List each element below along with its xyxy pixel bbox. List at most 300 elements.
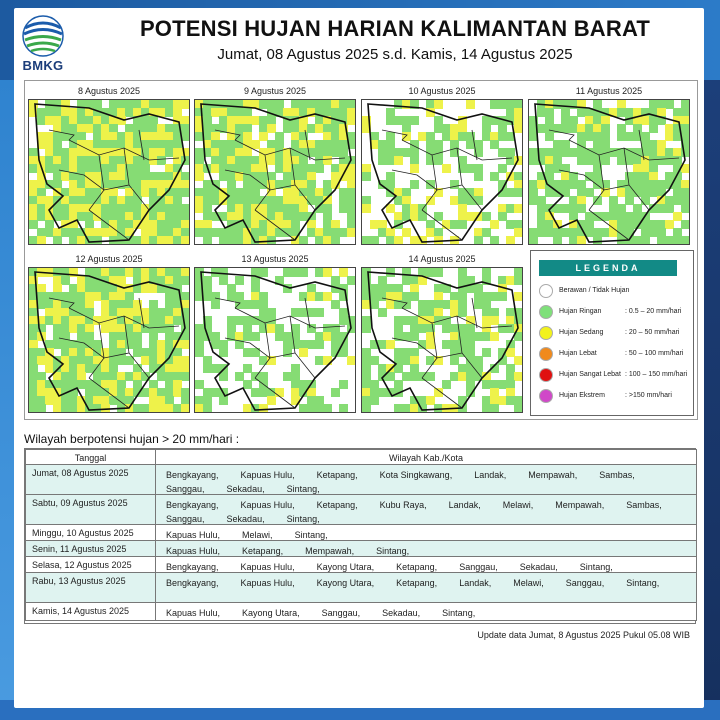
rain-cell xyxy=(157,348,166,357)
rain-cell xyxy=(307,308,316,317)
rain-cell xyxy=(109,188,118,197)
rain-cell xyxy=(386,228,395,237)
table-row xyxy=(25,541,697,557)
rain-cell xyxy=(195,228,204,237)
rain-cell xyxy=(235,148,244,157)
rain-cell xyxy=(474,300,483,309)
rain-cell xyxy=(315,356,324,365)
rain-cell xyxy=(498,276,507,285)
rain-cell xyxy=(315,116,324,125)
rain-cell xyxy=(498,380,507,389)
rain-cell xyxy=(109,388,118,397)
update-note: Update data Jumat, 8 Agustus 2025 Pukul 05.08 WIB xyxy=(477,630,690,640)
rain-cell xyxy=(165,132,174,141)
rain-cell xyxy=(133,332,142,341)
rain-cell xyxy=(641,236,650,244)
rain-cell xyxy=(402,188,411,197)
rain-cell xyxy=(195,332,204,341)
rain-cell xyxy=(133,164,142,173)
rain-cell xyxy=(141,164,150,173)
rain-cell xyxy=(165,148,174,157)
rain-cell xyxy=(569,180,578,189)
rain-cell xyxy=(243,164,252,173)
rain-cell xyxy=(85,324,94,333)
rain-cell xyxy=(323,108,332,117)
rain-cell xyxy=(235,276,244,285)
rain-cell xyxy=(149,324,158,333)
rain-cell xyxy=(323,140,332,149)
map-graphic xyxy=(362,100,522,244)
table-row xyxy=(25,465,697,495)
rain-cell xyxy=(69,228,78,237)
rain-cell xyxy=(386,108,395,117)
rain-cell xyxy=(45,148,54,157)
rain-cell xyxy=(601,132,610,141)
rain-cell xyxy=(85,212,94,221)
rain-cell xyxy=(203,188,212,197)
rain-cell xyxy=(514,292,522,301)
rain-cell xyxy=(157,108,166,117)
rain-cell xyxy=(77,356,86,365)
rain-cell xyxy=(673,236,682,244)
rain-cell xyxy=(149,220,158,229)
rain-cell xyxy=(474,284,483,293)
region-name: Sintang, xyxy=(376,546,410,556)
rain-cell xyxy=(109,316,118,325)
rain-cell xyxy=(133,268,142,277)
rain-cell xyxy=(681,204,689,213)
logo-text: BMKG xyxy=(22,58,64,73)
rain-cell xyxy=(181,268,189,277)
rain-cell xyxy=(641,228,650,237)
rain-cell xyxy=(61,116,70,125)
rain-cell xyxy=(362,364,371,373)
rain-cell xyxy=(307,292,316,301)
rain-cell xyxy=(69,396,78,405)
row-date: Minggu, 10 Agustus 2025 xyxy=(26,525,156,540)
rain-cell xyxy=(141,124,150,133)
rain-cell xyxy=(490,220,499,229)
rain-cell xyxy=(181,172,189,181)
rain-cell xyxy=(165,124,174,133)
rain-cell xyxy=(681,124,689,133)
rain-cell xyxy=(545,164,554,173)
rain-cell xyxy=(299,340,308,349)
rain-cell xyxy=(649,188,658,197)
rain-cell xyxy=(141,140,150,149)
rain-cell xyxy=(490,292,499,301)
rain-cell xyxy=(458,212,467,221)
rain-cell xyxy=(458,196,467,205)
rain-cell xyxy=(93,396,102,405)
rain-cell xyxy=(45,132,54,141)
region-name: Sekadau, xyxy=(226,484,265,494)
rain-cell xyxy=(133,180,142,189)
rain-cell xyxy=(77,132,86,141)
row-date: Rabu, 13 Agustus 2025 xyxy=(26,573,156,602)
rain-cell xyxy=(291,172,300,181)
rain-cell xyxy=(506,364,515,373)
rain-cell xyxy=(490,172,499,181)
rain-cell xyxy=(195,164,204,173)
rain-cell xyxy=(211,124,220,133)
rain-cell xyxy=(61,316,70,325)
rain-cell xyxy=(410,180,419,189)
map-panel-6 xyxy=(194,254,356,414)
rain-cell xyxy=(173,388,182,397)
rain-cell xyxy=(109,380,118,389)
rain-cell xyxy=(61,404,70,412)
rain-cell xyxy=(537,108,546,117)
rain-cell xyxy=(53,116,62,125)
rain-cell xyxy=(370,300,379,309)
map-panel-4 xyxy=(528,86,690,246)
rain-cell xyxy=(673,148,682,157)
rain-cell xyxy=(466,340,475,349)
rain-cell xyxy=(109,332,118,341)
rain-cell xyxy=(61,308,70,317)
rain-cell xyxy=(165,172,174,181)
rain-cell xyxy=(514,100,522,109)
rain-cell xyxy=(641,132,650,141)
rain-cell xyxy=(53,276,62,285)
rain-cell xyxy=(117,308,126,317)
rain-cell xyxy=(474,228,483,237)
rainfall-map xyxy=(28,267,190,413)
rainfall-map xyxy=(361,99,523,245)
rain-cell xyxy=(442,380,451,389)
rain-cell xyxy=(93,292,102,301)
rain-cell xyxy=(561,100,570,109)
rain-cell xyxy=(418,300,427,309)
rain-cell xyxy=(450,220,459,229)
rain-cell xyxy=(681,108,689,117)
rain-cell xyxy=(109,308,118,317)
rain-cell xyxy=(617,108,626,117)
rain-cell xyxy=(85,188,94,197)
rain-cell xyxy=(133,124,142,133)
rain-cell xyxy=(506,188,515,197)
rain-cell xyxy=(77,148,86,157)
rain-cell xyxy=(173,148,182,157)
row-date: Kamis, 14 Agustus 2025 xyxy=(26,603,156,620)
rain-cell xyxy=(418,316,427,325)
map-graphic xyxy=(195,100,355,244)
rain-cell xyxy=(434,292,443,301)
rain-cell xyxy=(267,156,276,165)
rain-cell xyxy=(149,156,158,165)
rain-cell xyxy=(394,348,403,357)
row-regions xyxy=(156,465,696,494)
rain-cell xyxy=(514,356,522,365)
rain-cell xyxy=(149,316,158,325)
rain-cell xyxy=(157,228,166,237)
rain-cell xyxy=(291,380,300,389)
map-panel-5 xyxy=(28,254,190,414)
rain-cell xyxy=(195,204,204,213)
rain-cell xyxy=(315,404,324,412)
rain-cell xyxy=(283,348,292,357)
map-date-label: 14 Agustus 2025 xyxy=(408,254,476,264)
rain-cell xyxy=(394,324,403,333)
region-name: Sanggau, xyxy=(321,608,361,618)
rain-cell xyxy=(157,220,166,229)
rain-cell xyxy=(157,388,166,397)
rain-cell xyxy=(466,324,475,333)
rain-cell xyxy=(617,220,626,229)
rain-cell xyxy=(219,236,228,244)
rain-cell xyxy=(195,340,204,349)
rain-cell xyxy=(362,380,371,389)
rain-cell xyxy=(434,404,443,412)
rain-cell xyxy=(378,276,387,285)
rain-cell xyxy=(514,116,522,125)
rain-cell xyxy=(243,204,252,213)
rain-cell xyxy=(203,404,212,412)
rain-cell xyxy=(275,132,284,141)
rain-cell xyxy=(402,372,411,381)
rain-cell xyxy=(362,276,371,285)
rain-cell xyxy=(101,180,110,189)
rain-cell xyxy=(243,108,252,117)
rain-cell xyxy=(29,372,38,381)
rain-cell xyxy=(149,196,158,205)
rain-cell xyxy=(203,196,212,205)
rain-cell xyxy=(117,132,126,141)
rain-cell xyxy=(109,124,118,133)
rain-cell xyxy=(93,364,102,373)
rain-cell xyxy=(657,236,666,244)
rain-cell xyxy=(61,204,70,213)
rain-cell xyxy=(243,348,252,357)
rain-cell xyxy=(109,140,118,149)
rain-cell xyxy=(275,156,284,165)
rain-cell xyxy=(109,340,118,349)
rain-cell xyxy=(601,116,610,125)
rain-cell xyxy=(45,140,54,149)
rain-cell xyxy=(157,180,166,189)
rain-cell xyxy=(506,204,515,213)
rain-cell xyxy=(133,100,142,109)
rain-cell xyxy=(117,388,126,397)
rain-cell xyxy=(553,148,562,157)
rain-cell xyxy=(665,172,674,181)
rain-cell xyxy=(101,364,110,373)
rain-cell xyxy=(69,316,78,325)
rain-cell xyxy=(53,396,62,405)
rain-cell xyxy=(235,108,244,117)
rain-cell xyxy=(529,148,538,157)
rain-cell xyxy=(315,332,324,341)
rain-cell xyxy=(267,324,276,333)
rain-cell xyxy=(267,228,276,237)
rain-cell xyxy=(157,268,166,277)
rain-cell xyxy=(109,372,118,381)
rain-cell xyxy=(61,340,70,349)
rain-cell xyxy=(165,364,174,373)
rain-cell xyxy=(299,212,308,221)
rain-cell xyxy=(93,116,102,125)
map-date-label: 12 Agustus 2025 xyxy=(75,254,143,264)
rain-cell xyxy=(243,236,252,244)
rain-cell xyxy=(537,212,546,221)
rain-cell xyxy=(299,100,308,109)
rain-cell xyxy=(69,132,78,141)
rain-cell xyxy=(585,212,594,221)
rain-cell xyxy=(165,100,174,109)
legend-swatch xyxy=(539,326,553,340)
rain-cell xyxy=(585,156,594,165)
rain-cell xyxy=(323,188,332,197)
rain-cell xyxy=(69,308,78,317)
rain-cell xyxy=(53,108,62,117)
rain-cell xyxy=(370,396,379,405)
rain-cell xyxy=(362,196,371,205)
rain-cell xyxy=(219,100,228,109)
rain-cell xyxy=(474,292,483,301)
rain-cell xyxy=(53,228,62,237)
rain-cell xyxy=(173,380,182,389)
rain-cell xyxy=(37,284,46,293)
rain-cell xyxy=(141,116,150,125)
legend-swatch xyxy=(539,347,553,361)
rain-cell xyxy=(29,108,38,117)
rain-cell xyxy=(275,100,284,109)
row-regions xyxy=(156,573,696,602)
rain-cell xyxy=(299,196,308,205)
legend-swatch xyxy=(539,389,553,403)
region-name: Sambas, xyxy=(599,470,635,480)
rain-cell xyxy=(362,372,371,381)
rain-cell xyxy=(593,236,602,244)
rain-cell xyxy=(498,396,507,405)
rain-cell xyxy=(37,116,46,125)
region-name: Bengkayang, xyxy=(166,470,219,480)
rain-cell xyxy=(149,404,158,412)
rain-cell xyxy=(195,196,204,205)
rain-cell xyxy=(211,388,220,397)
rain-cell xyxy=(394,212,403,221)
rain-cell xyxy=(69,404,78,412)
rain-cell xyxy=(267,140,276,149)
rain-cell xyxy=(219,148,228,157)
rain-cell xyxy=(45,220,54,229)
rain-cell xyxy=(243,180,252,189)
rain-cell xyxy=(291,100,300,109)
rain-cell xyxy=(243,124,252,133)
rain-cell xyxy=(347,276,355,285)
rain-cell xyxy=(37,388,46,397)
rain-cell xyxy=(673,196,682,205)
region-name: Kota Singkawang, xyxy=(379,470,453,480)
map-panel-7 xyxy=(361,254,523,414)
rain-cell xyxy=(133,236,142,244)
rain-cell xyxy=(165,108,174,117)
rain-cell xyxy=(299,172,308,181)
rain-cell xyxy=(243,196,252,205)
rain-cell xyxy=(275,148,284,157)
rain-cell xyxy=(109,364,118,373)
rain-cell xyxy=(69,196,78,205)
rain-cell xyxy=(219,340,228,349)
rain-cell xyxy=(267,196,276,205)
rain-cell xyxy=(577,180,586,189)
rain-cell xyxy=(498,204,507,213)
rain-cell xyxy=(450,340,459,349)
rain-cell xyxy=(109,156,118,165)
rain-cell xyxy=(577,204,586,213)
legend-label: Hujan Sedang xyxy=(559,329,604,336)
rain-cell xyxy=(149,356,158,365)
region-name: Melawi, xyxy=(242,530,273,540)
rain-cell xyxy=(195,188,204,197)
legend-range: : 20 – 50 mm/hari xyxy=(625,329,680,336)
rain-cell xyxy=(315,100,324,109)
rain-cell xyxy=(165,292,174,301)
rain-cell xyxy=(165,212,174,221)
rain-cell xyxy=(386,116,395,125)
rain-cell xyxy=(259,292,268,301)
rain-cell xyxy=(93,196,102,205)
rain-cell xyxy=(141,324,150,333)
rain-cell xyxy=(69,292,78,301)
rain-cell xyxy=(165,196,174,205)
rain-cell xyxy=(339,140,348,149)
rain-cell xyxy=(307,124,316,133)
rain-cell xyxy=(299,236,308,244)
rain-cell xyxy=(251,332,260,341)
rain-cell xyxy=(426,228,435,237)
rain-cell xyxy=(29,196,38,205)
row-regions xyxy=(156,525,696,540)
rain-cell xyxy=(117,356,126,365)
region-name: Kapuas Hulu, xyxy=(240,470,295,480)
rain-cell xyxy=(227,284,236,293)
rain-cell xyxy=(529,228,538,237)
rain-cell xyxy=(149,180,158,189)
rain-cell xyxy=(450,356,459,365)
region-name: Mempawah, xyxy=(555,500,605,510)
rain-cell xyxy=(117,268,126,277)
rain-cell xyxy=(251,196,260,205)
row-date: Jumat, 08 Agustus 2025 xyxy=(26,465,156,494)
rain-cell xyxy=(133,404,142,412)
region-name: Sintang, xyxy=(579,562,613,572)
rain-cell xyxy=(410,236,419,244)
rain-cell xyxy=(251,212,260,221)
rain-cell xyxy=(149,228,158,237)
rain-cell xyxy=(173,140,182,149)
rain-cell xyxy=(173,220,182,229)
rain-cell xyxy=(259,220,268,229)
rain-cell xyxy=(227,292,236,301)
rain-cell xyxy=(101,204,110,213)
rain-cell xyxy=(93,388,102,397)
rain-cell xyxy=(117,324,126,333)
rain-cell xyxy=(681,220,689,229)
rain-cell xyxy=(157,140,166,149)
rain-cell xyxy=(681,188,689,197)
rain-cell xyxy=(450,308,459,317)
rain-cell xyxy=(173,156,182,165)
rain-cell xyxy=(553,100,562,109)
row-regions xyxy=(156,495,696,524)
rain-cell xyxy=(227,140,236,149)
rain-cell xyxy=(157,236,166,244)
rain-cell xyxy=(339,308,348,317)
rain-cell xyxy=(227,228,236,237)
rain-cell xyxy=(243,404,252,412)
